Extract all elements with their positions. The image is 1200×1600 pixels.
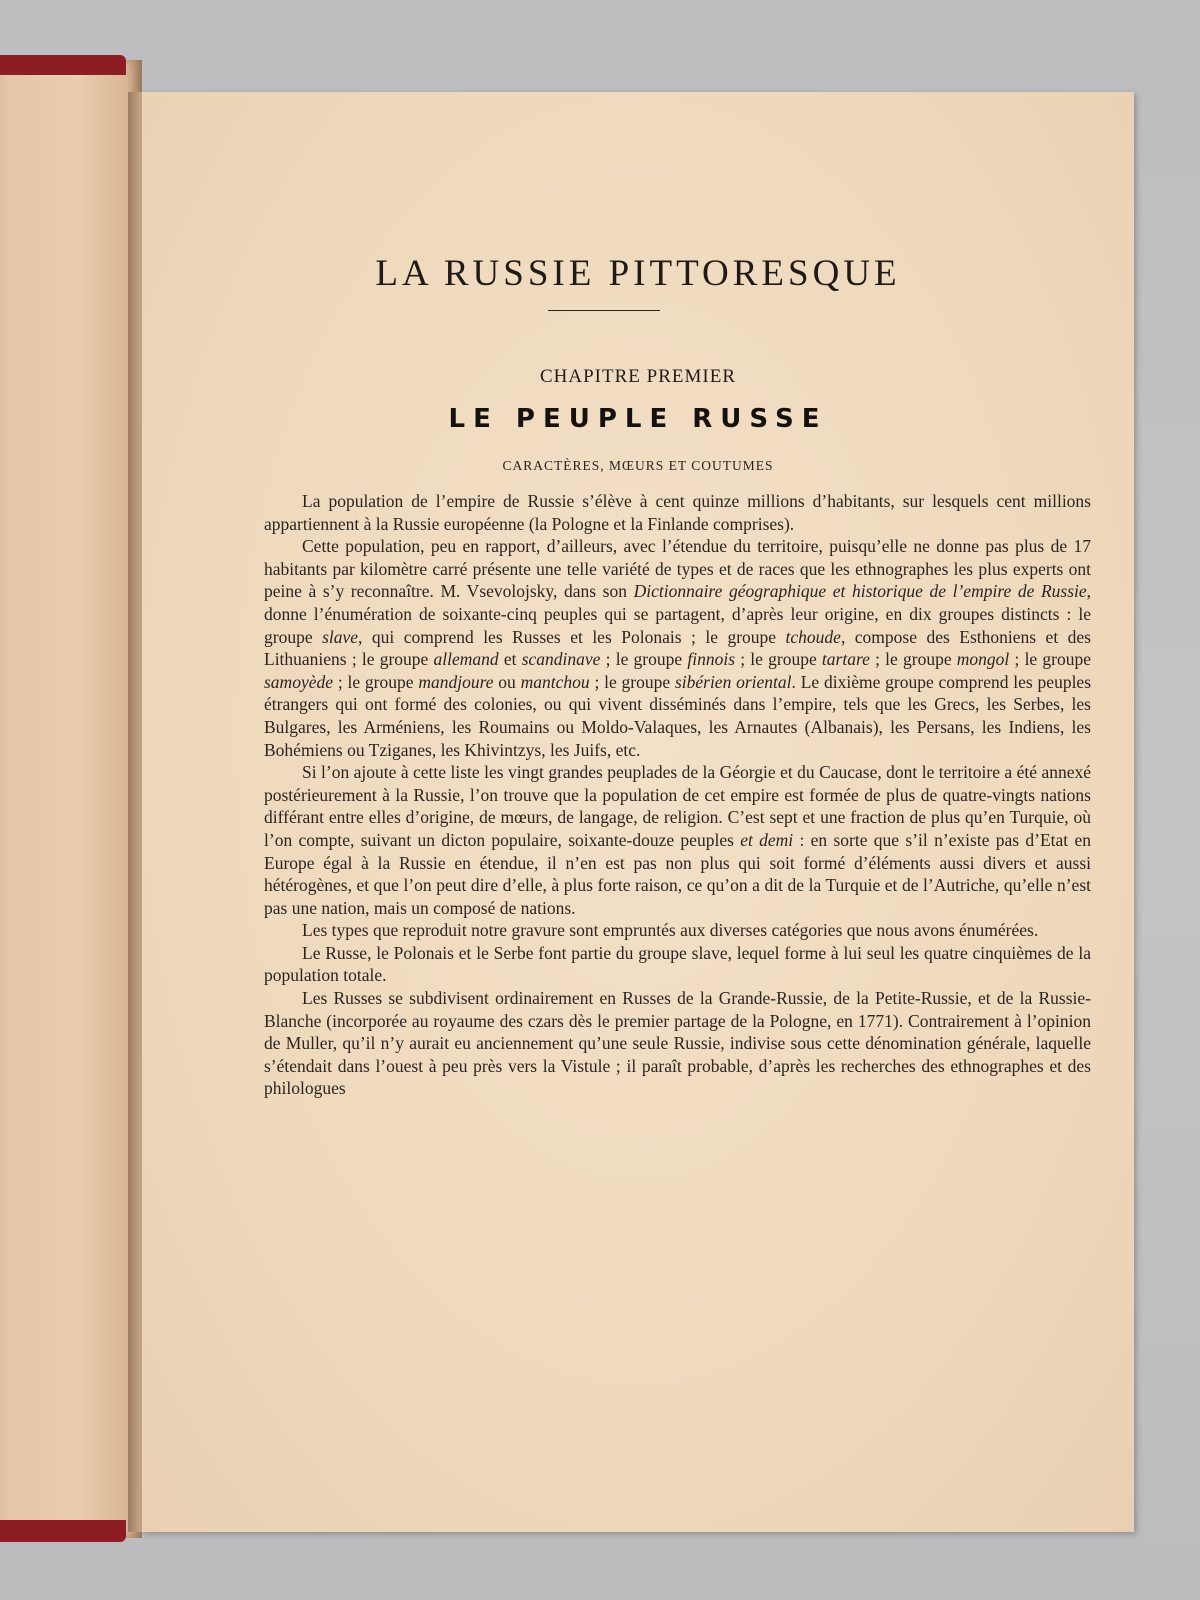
text-run: , qui comprend les Russes et les Polonais ; le groupe — [358, 626, 786, 647]
title-rule — [548, 310, 660, 311]
paragraph — [264, 942, 1091, 987]
text-run: ou — [493, 671, 521, 692]
italic-text: slave — [322, 626, 359, 647]
text-run: ; le groupe — [589, 671, 675, 692]
chapter-title: LE PEUPLE RUSSE — [448, 404, 828, 434]
text-run: ; le groupe — [333, 671, 419, 692]
italic-text: tartare — [821, 649, 870, 670]
text-run: Cette population, peu en rapport, d’ailleurs, avec l’étendue du territoire, puisqu’elle ne donne pas plus de 17 habitants par kilomètre carré présente une telle variété de types et de races que les ethnographes les plus experts ont peine à s’y reconnaître. M. Vsevolojsky, dans son — [264, 536, 1091, 602]
binding-top-edge — [0, 55, 126, 75]
italic-text: allemand — [433, 649, 499, 670]
chapter-label: CHAPITRE PREMIER — [540, 366, 736, 387]
italic-text: sibérien oriental — [674, 671, 792, 692]
paragraph — [264, 761, 1091, 919]
paragraph — [264, 919, 1091, 942]
text-run: : en sorte que s’il n’existe pas d’Etat en Europe égal à la Russie en étendue, il n’en est pas non plus qui soit formé d’éléments aussi divers et aussi hétérogènes, et que l’on peut dire d’elle, à plus forte raison, ce qu’on a dit de la Turquie et de l’Autriche, qu’elle n’est pas une nation, mais un composé de nations. — [264, 829, 1091, 918]
italic-text: samoyède — [264, 671, 334, 692]
text-run: ; le groupe — [735, 649, 822, 670]
italic-text: finnois — [687, 649, 736, 670]
text-run: ; le groupe — [1009, 649, 1091, 670]
text-run: Les Russes se subdivisent ordinairement en Russes de la Grande-Russie, de la Petite-Russie, et de la Russie-Blanche (incorporée au royaume des czars dès le premier partage de la Pologne, en 1771). Contrairement à l’opinion de Muller, qu’il n’y aurait eu anciennement qu’une seule Russie, indivise sous cette dénomination générale, laquelle s’étendait dans l’ouest à peu près vers la Vistule ; il paraît probable, d’après les recherches des ethnographes et des philologues — [264, 988, 1091, 1099]
italic-text: mandjoure — [418, 671, 494, 692]
paragraph — [264, 535, 1091, 761]
right-page — [142, 92, 1134, 1532]
text-run: et — [498, 649, 522, 670]
text-run: La population de l’empire de Russie s’élève à cent quinze millions d’habitants, sur lesquels cent millions appartiennent à la Russie européenne (la Pologne et la Finlande comprises). — [264, 491, 1091, 534]
left-page-edge — [0, 60, 142, 1538]
italic-text: scandinave — [521, 649, 601, 670]
text-run: Le Russe, le Polonais et le Serbe font partie du groupe slave, lequel forme à lui seul les quatre cinquièmes de la population totale. — [264, 942, 1091, 986]
paragraph — [264, 490, 1091, 535]
binding-bottom-edge — [0, 1520, 126, 1542]
italic-text: mongol — [956, 649, 1010, 670]
text-run: Les types que reproduit notre gravure sont empruntés aux diverses catégories que nous avons énumérées. — [302, 920, 1039, 941]
paragraph — [264, 987, 1091, 1100]
text-run: . Le dixième groupe comprend les peuples étrangers qui ont formé des colonies, ou qui vivent disséminés dans l’empire, tels que les Grecs, les Serbes, les Bulgares, les Arméniens, les Roumains ou Moldo-Valaques, les Arnautes (Albanais), les Persans, les Indiens, les Bohémiens ou Tziganes, les Khivintzys, les Juifs, etc. — [264, 671, 1092, 760]
text-run: ; le groupe — [869, 649, 957, 670]
italic-text: Dictionnaire géographique et historique de l’empire de Russie — [633, 581, 1087, 602]
page-title: LA RUSSIE PITTORESQUE — [375, 253, 901, 294]
italic-text: et demi — [740, 829, 794, 850]
text-run: ; le groupe — [600, 649, 688, 670]
italic-text: mantchou — [520, 671, 590, 692]
text-run: , donne l’énumération de soixante-cinq peuples qui se partagent, d’après leur origine, en dix groupes distincts : le groupe — [264, 581, 1092, 647]
chapter-subtitle: CARACTÈRES, MŒURS ET COUTUMES — [502, 458, 774, 473]
text-run: , compose des Esthoniens et des Lithuaniens ; le groupe — [264, 626, 1091, 670]
italic-text: tchoude — [785, 626, 841, 647]
text-run: Si l’on ajoute à cette liste les vingt grandes peuplades de la Géorgie et du Caucase, dont le territoire a été annexé postérieurement à la Russie, l’on trouve que la population de cet empire est formée de plus de quatre-vingts nations différant entre elles d’origine, de mœurs, de langage, de religion. C’est sept et une fraction de plus qu’en Turquie, où l’on compte, suivant un dicton populaire, soixante-douze peuples — [264, 762, 1091, 850]
body-text — [264, 490, 1091, 1100]
